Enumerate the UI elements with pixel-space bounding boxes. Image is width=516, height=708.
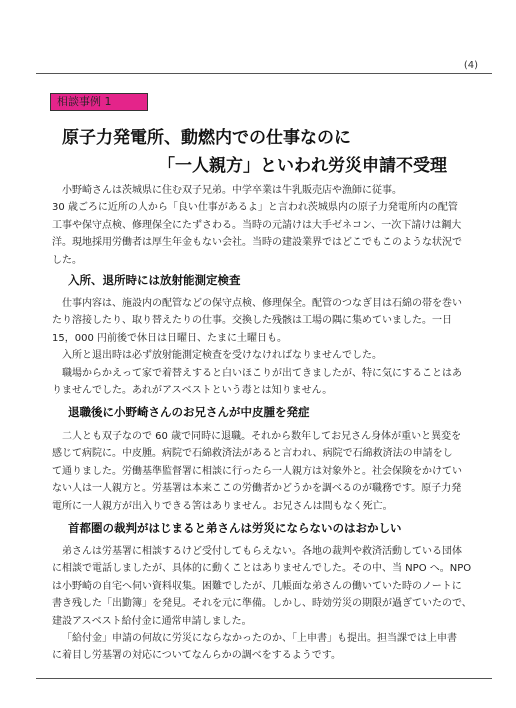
section-3-paragraph	[52, 543, 488, 665]
body-line: 仕事内容は、施設内の配管などの保守点検、修理保全。配管のつなぎ目は石綿の帯を巻い	[62, 298, 462, 309]
footer-rule	[36, 678, 492, 679]
body-line: て通りました。労働基準監督署に相談に行ったら一人親方は対象外と。社会保険をかけてい	[52, 465, 462, 477]
body-line: 感じて病院に。中皮腫。病院で石綿救済法があると言われ、病院で石綿救済法の申請をし	[52, 448, 453, 460]
body-line: 弟さんは労基署に相談するけど受付してもらえない。各地の裁判や救済活動している団体	[62, 546, 462, 557]
body-line: 電所に一人親方が出入りできる筈はありません。お兄さんは間もなく死亡。	[52, 500, 393, 512]
intro-line: 工事や保守点検、修理保全にたずさわる。当時の元請けは大手ゼネコン、一次下請けは鋼大	[52, 219, 462, 231]
body-line: たり溶接したり、取り替えたりの仕事。交換した残骸は工場の隅に集めていました。一日	[52, 315, 452, 327]
body-line: に相談で電話しましたが、具体的に動くことはありませんでした。その中、当 NPO へ。NPO	[52, 563, 472, 575]
section-1-paragraph	[52, 295, 488, 399]
body-line: 二人とも双子なので 60 歳で同時に退職。それから数年してお兄さん身体が重いと異変を	[62, 431, 462, 442]
section-heading-3: 首都圏の裁判がはじまると弟さんは労災にならないのはおかしい	[68, 521, 402, 535]
section-heading-1: 入所、退所時には放射能測定検査	[68, 273, 241, 287]
intro-line: した。	[52, 254, 82, 266]
body-line: に着目し労基署の対応についてなんらかの調べをするようです。	[52, 650, 341, 662]
case-label: 相談事例 1	[50, 93, 148, 111]
page-number: (4)	[463, 60, 478, 71]
body-line: 職場からかえって家で着替えすると白いほこりが出てきましたが、特に気にすることはあ	[62, 367, 462, 379]
section-heading-2: 退職後に小野崎さんのお兄さんが中皮腫を発症	[68, 405, 310, 419]
intro-line: 30 歳ごろに近所の人から「良い仕事があるよ」と言われ茨城県内の原子力発電所内の配管	[52, 202, 458, 214]
body-line: 15，000 円前後で休日は日曜日、たまに土曜日も。	[52, 332, 287, 344]
intro-line: 小野崎さんは茨城県に住む双子兄弟。中学卒業は牛乳販売店や漁師に従事。	[62, 185, 402, 196]
title-line-1: 原子力発電所、動燃内での仕事なのに	[62, 128, 351, 148]
title-line-2: 「一人親方」といわれ労災申請不受理	[158, 156, 447, 176]
body-line: 「給付金」申請の何故に労災にならなかったのか、「上申書」も提出。担当課では上申書	[62, 632, 457, 644]
section-2-paragraph	[52, 428, 488, 515]
intro-line: 洋。現地採用労働者は厚生年金もない会社。当時の建設業界ではどこでもこのような状況で	[52, 237, 462, 249]
body-line: りませんでした。あれがアスベストという毒とは知りません。	[52, 384, 333, 396]
body-line: ない人は一人親方と。労基署は本来ここの労働者かどうかを調べるのが職務です。原子力発	[52, 483, 462, 495]
body-line: 書き残した「出勤簿」を発見。それを元に準備。しかし、時効労災の期限が過ぎていたので、	[52, 598, 472, 610]
body-line: 入所と退出時は必ず放射能測定検査を受けなければなりませんでした。	[62, 350, 382, 362]
body-line: 建設アスベスト給付金に通常申請しました。	[52, 615, 252, 627]
intro-paragraph	[52, 182, 488, 269]
header-rule	[36, 73, 492, 74]
body-line: は小野崎の自宅へ伺い資料収集。困難でしたが、几帳面な弟さんの働いていた時のノートに	[52, 580, 462, 592]
